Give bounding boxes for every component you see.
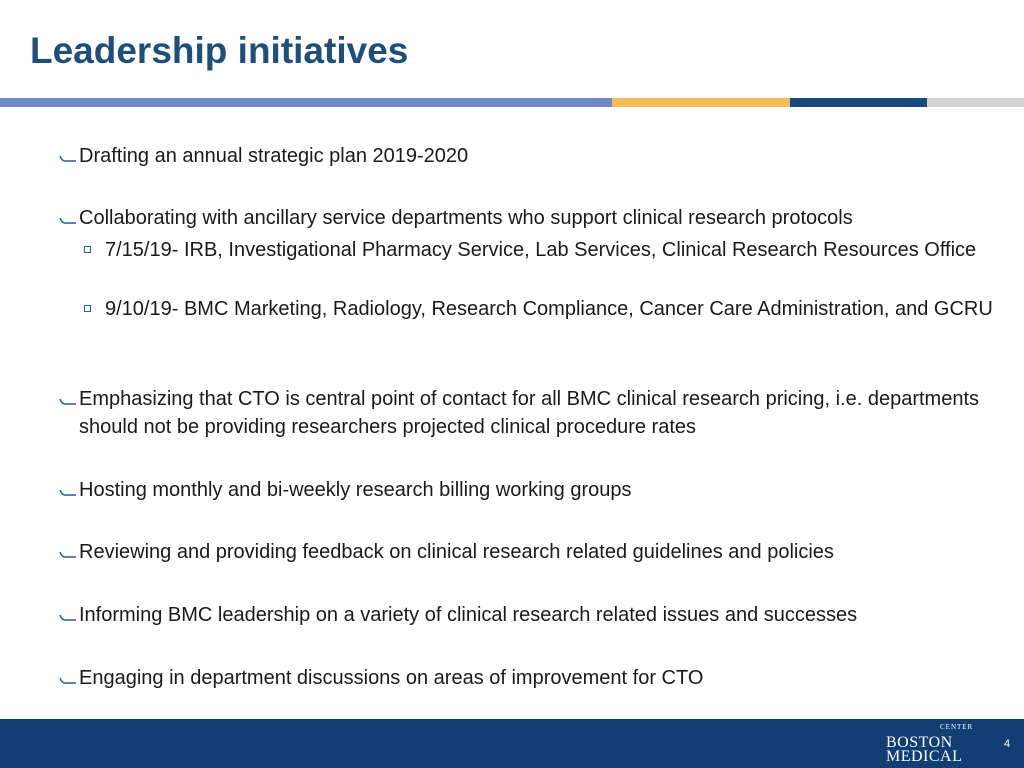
bullet-swoosh-icon [58, 397, 76, 407]
slide-title: Leadership initiatives [30, 30, 409, 71]
footer-bar [0, 719, 1024, 768]
sub-list-item [84, 236, 1004, 264]
list-item [58, 664, 703, 692]
list-item [58, 142, 468, 170]
accent-rule-blue [0, 98, 612, 107]
sub-list-item-text: 9/10/19- BMC Marketing, Radiology, Research Compliance, Cancer Care Administration, and GCRU [105, 298, 993, 320]
list-item-text: Emphasizing that CTO is central point of contact for all BMC clinical research pricing, i.e. departments should not be providing researchers projected clinical procedure rates [79, 388, 980, 438]
list-item-text: Engaging in department discussions on areas of improvement for CTO [79, 667, 704, 689]
bullet-swoosh-icon [58, 613, 76, 623]
accent-rule-navy [790, 98, 927, 107]
logo-arc-text: CENTER [940, 723, 974, 731]
list-item [58, 538, 834, 566]
page-number: 4 [1004, 738, 1011, 750]
bullet-swoosh-icon [58, 488, 76, 498]
logo-line-2: MEDICAL [886, 748, 963, 765]
boston-medical-center-logo [884, 719, 974, 768]
list-item [58, 204, 853, 232]
list-item-text: Hosting monthly and bi-weekly research billing working groups [79, 479, 632, 501]
logo-line-1: BOSTON [886, 734, 953, 751]
square-bullet-icon [84, 246, 91, 253]
accent-rule-gray [927, 98, 1024, 107]
list-item [58, 601, 857, 629]
list-item [58, 476, 632, 504]
bullet-swoosh-icon [58, 154, 76, 164]
list-item-text: Collaborating with ancillary service departments who support clinical research protocols [79, 207, 853, 229]
list-item-text: Drafting an annual strategic plan 2019-2020 [79, 145, 469, 167]
bullet-swoosh-icon [58, 676, 76, 686]
list-item [58, 385, 998, 441]
accent-rule-gold [612, 98, 790, 107]
list-item-text: Reviewing and providing feedback on clinical research related guidelines and policies [79, 541, 834, 563]
list-item-text: Informing BMC leadership on a variety of clinical research related issues and successes [79, 604, 858, 626]
bullet-swoosh-icon [58, 550, 76, 560]
square-bullet-icon [84, 305, 91, 312]
sub-list-item-text: 7/15/19- IRB, Investigational Pharmacy Service, Lab Services, Clinical Research Resources Office [105, 239, 977, 261]
sub-list-item [84, 295, 1008, 323]
bullet-swoosh-icon [58, 216, 76, 226]
